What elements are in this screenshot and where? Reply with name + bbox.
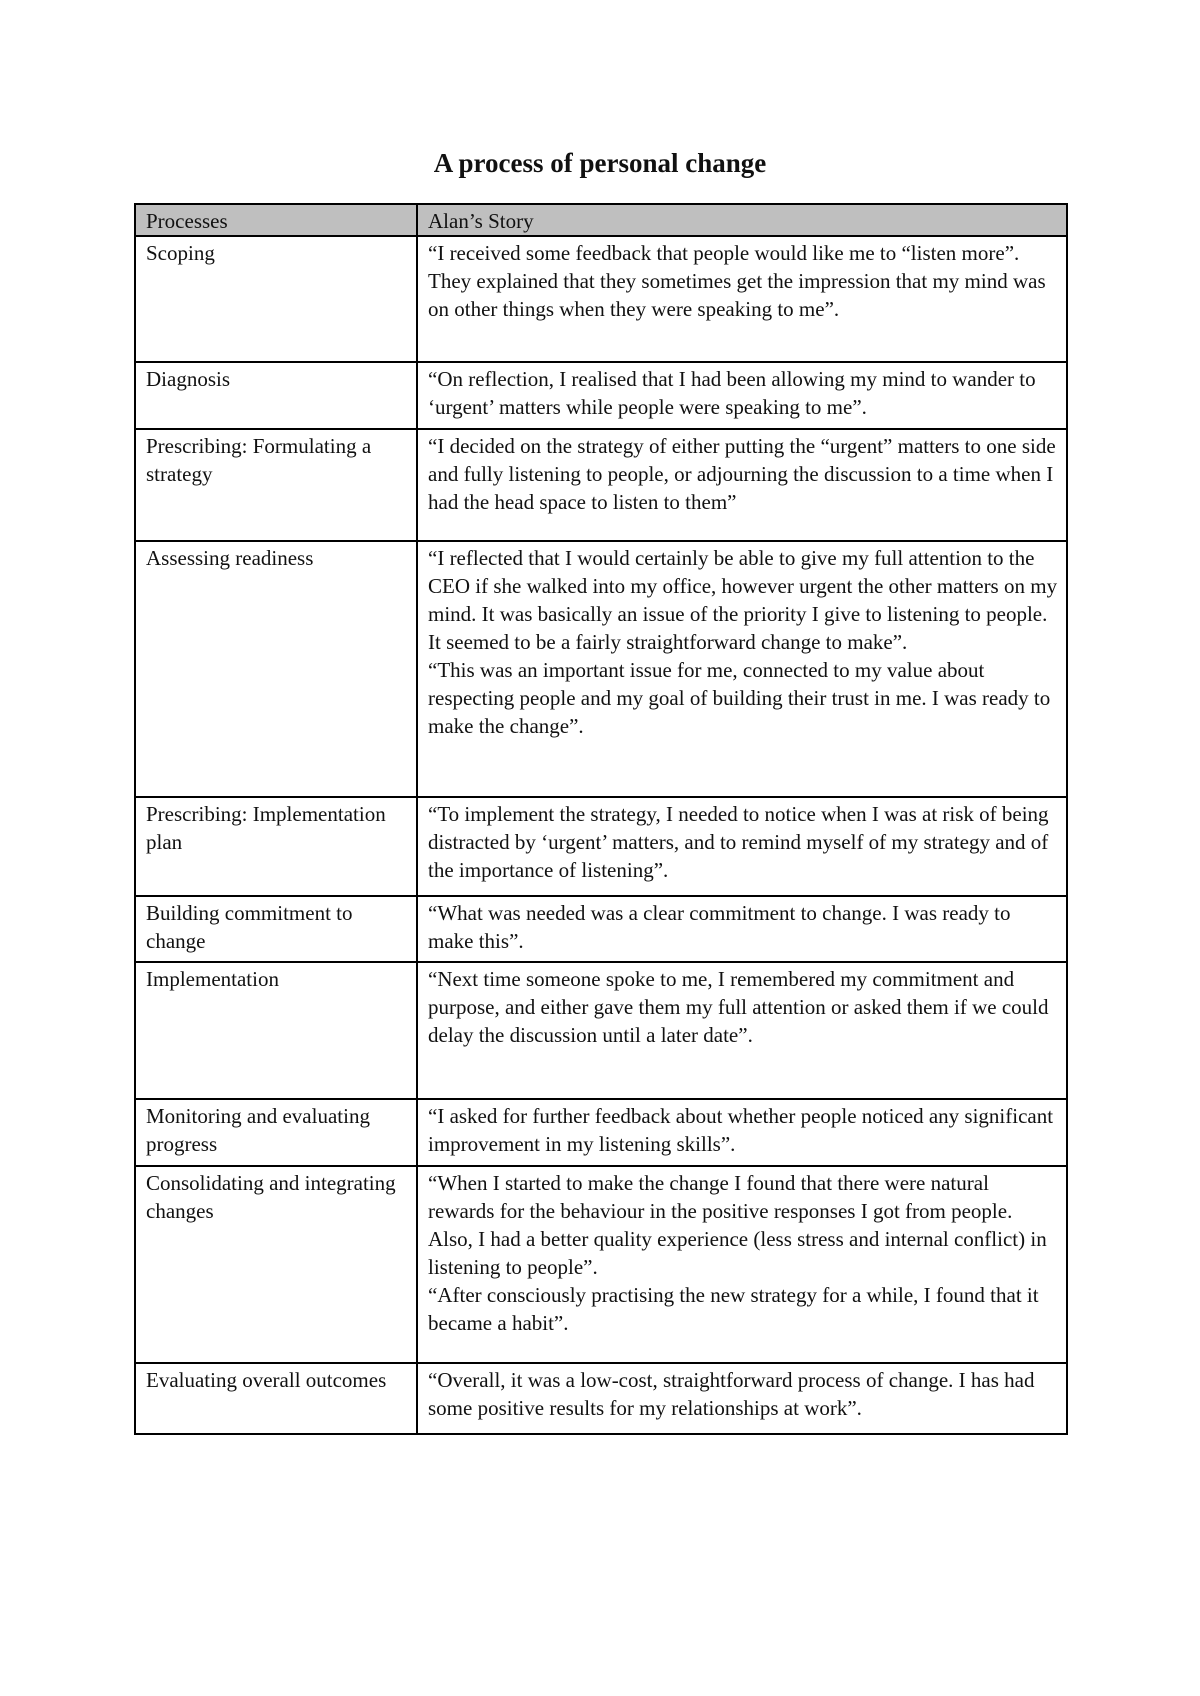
process-cell: Monitoring and evaluating progress — [135, 1099, 417, 1166]
table-row — [135, 362, 1067, 429]
story-cell — [417, 1099, 1067, 1166]
story-text: “Overall, it was a low-cost, straightforward process of change. I has had some positive results for my relationships at work”. — [428, 1368, 1035, 1420]
table-row — [135, 962, 1067, 1099]
story-text: “I reflected that I would certainly be able to give my full attention to the CEO if she walked into my office, however urgent the other matters on my mind. It was basically an issue of the priority I give to listening to people. It seemed to be a fairly straightforward change to make”. — [428, 546, 1058, 654]
page-title: A process of personal change — [433, 148, 767, 178]
story-cell — [417, 896, 1067, 962]
table-row — [135, 1363, 1067, 1434]
story-text: “I received some feedback that people would like me to “listen more”. They explained that they sometimes get the impression that my mind was on other things when they were speaking to me”. — [428, 241, 1046, 321]
table-row — [135, 541, 1067, 797]
table-row — [135, 896, 1067, 962]
table-row — [135, 236, 1067, 362]
story-text: “This was an important issue for me, connected to my value about respecting people and my goal of building their trust in me. I was ready to make the change”. — [428, 658, 1051, 738]
header-processes: Processes — [135, 204, 417, 236]
story-cell — [417, 236, 1067, 362]
story-cell — [417, 362, 1067, 429]
story-text: “When I started to make the change I found that there were natural rewards for the behaviour in the positive responses I got from people. Also, I had a better quality experience (less stress and internal conflict) in listening to people”. — [428, 1171, 1047, 1279]
process-cell: Assessing readiness — [135, 541, 417, 797]
story-cell — [417, 541, 1067, 797]
story-cell — [417, 429, 1067, 541]
process-cell: Building commitment to change — [135, 896, 417, 962]
story-text: “I decided on the strategy of either putting the “urgent” matters to one side and fully listening to people, or adjourning the discussion to a time when I had the head space to listen to them” — [428, 434, 1056, 514]
process-table — [134, 203, 1068, 1435]
process-cell: Evaluating overall outcomes — [135, 1363, 417, 1434]
table-row — [135, 797, 1067, 896]
process-cell: Scoping — [135, 236, 417, 362]
table-row — [135, 1099, 1067, 1166]
header-alans-story: Alan’s Story — [417, 204, 1067, 236]
process-cell: Prescribing: Formulating a strategy — [135, 429, 417, 541]
story-cell — [417, 962, 1067, 1099]
table-row — [135, 1166, 1067, 1363]
story-text: “Next time someone spoke to me, I remembered my commitment and purpose, and either gave them my full attention or asked them if we could delay the discussion until a later date”. — [428, 967, 1049, 1047]
story-text: “To implement the strategy, I needed to notice when I was at risk of being distracted by ‘urgent’ matters, and to remind myself of my strategy and of the importance of listening”. — [428, 802, 1049, 882]
story-text: “After consciously practising the new strategy for a while, I found that it became a habit”. — [428, 1283, 1039, 1335]
story-text: “What was needed was a clear commitment to change. I was ready to make this”. — [428, 901, 1011, 953]
story-text: “I asked for further feedback about whether people noticed any significant improvement in my listening skills”. — [428, 1104, 1054, 1156]
process-cell: Diagnosis — [135, 362, 417, 429]
story-cell — [417, 797, 1067, 896]
table-header-row — [135, 204, 1067, 236]
process-cell: Implementation — [135, 962, 417, 1099]
story-cell — [417, 1166, 1067, 1363]
process-cell: Prescribing: Implementation plan — [135, 797, 417, 896]
table-row — [135, 429, 1067, 541]
story-text: “On reflection, I realised that I had been allowing my mind to wander to ‘urgent’ matters while people were speaking to me”. — [428, 367, 1036, 419]
story-cell — [417, 1363, 1067, 1434]
process-cell: Consolidating and integrating changes — [135, 1166, 417, 1363]
